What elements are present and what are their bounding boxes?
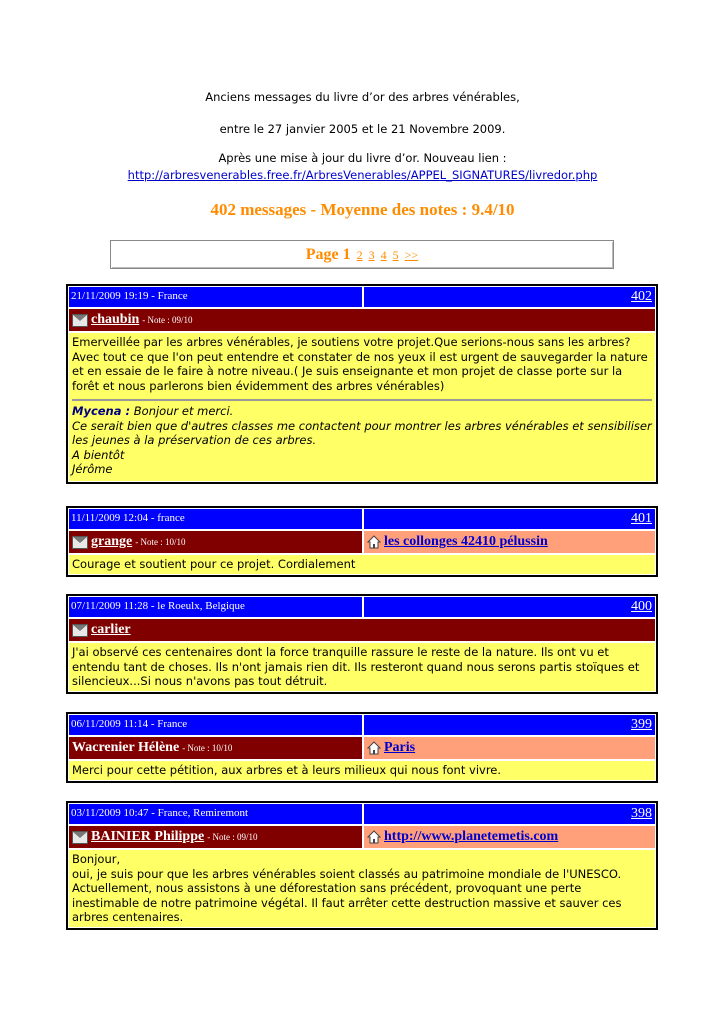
message-body: Merci pour cette pétition, aux arbres et à leurs milieux qui nous font vivre. — [68, 760, 656, 781]
intro-link-wrap — [0, 168, 725, 182]
message-date: 03/11/2009 10:47 - France, Remiremont — [68, 803, 363, 825]
message-400 — [66, 594, 658, 694]
message-author — [68, 618, 656, 642]
message-date: 21/11/2009 19:19 - France — [68, 286, 363, 308]
message-body: J'ai observé ces centenaires dont la force tranquille rassure le reste de la nature. Ils ont vu et entendu tant de choses. Ils n'ont jamais rien dit. Ils resteront quand nous serons partis stoïques et silencieux...Si nous n'avons pas tout détruit. — [68, 642, 656, 692]
message-author — [68, 736, 363, 760]
author-name: Wacrenier Hélène — [72, 740, 180, 755]
message-reply: Mycena : Bonjour et merci. Ce serait bien que d'autres classes me contactent pour montrer les arbres vénérables et sensibiliser les jeunes à la préservation de ces arbres. A bientôt Jérôme — [72, 399, 652, 477]
home-icon — [367, 741, 381, 755]
author-name[interactable]: grange — [91, 534, 133, 549]
message-number: 402 — [363, 286, 656, 308]
message-number: 401 — [363, 508, 656, 530]
pager-page-5[interactable]: 5 — [392, 248, 399, 262]
author-name[interactable]: chaubin — [91, 312, 140, 327]
author-name[interactable]: BAINIER Philippe — [91, 829, 205, 844]
mail-icon[interactable] — [72, 624, 88, 637]
author-note: - Note : 10/10 — [182, 743, 233, 753]
message-body: Emerveillée par les arbres vénérables, je soutiens votre projet.Que serions-nous sans les arbres? Avec tout ce que l'on peut entendre et constater de nos yeux il est urgent de sauvegarder la nature et en essaie de le faire à notre niveau.( Je suis enseignante et mon projet de classe porte sur la forêt et nous parlerons bien évidemment des arbres vénérables) Mycena : Bonjour et merci. Ce serait bien que d'autres classes me contactent pour montrer les arbres vénérables et sensibiliser les jeunes à la préservation de ces arbres. A bientôt Jérôme — [68, 332, 656, 482]
mail-icon[interactable] — [72, 831, 88, 844]
author-note: - Note : 09/10 — [142, 315, 193, 325]
message-author — [68, 530, 363, 554]
message-401 — [66, 506, 658, 577]
intro-line-1: Anciens messages du livre d’or des arbres vénérables, — [205, 90, 520, 104]
message-date: 06/11/2009 11:14 - France — [68, 714, 363, 736]
message-398 — [66, 801, 658, 930]
new-guestbook-link[interactable]: http://arbresvenerables.free.fr/ArbresVenerables/APPEL_SIGNATURES/livredor.php — [127, 168, 598, 182]
reply-author: Mycena : — [72, 404, 131, 418]
pager-page-2[interactable]: 2 — [356, 248, 363, 262]
pager-page-3[interactable]: 3 — [368, 248, 375, 262]
message-author — [68, 308, 656, 332]
intro-line-2: entre le 27 janvier 2005 et le 21 Novembre 2009. — [219, 122, 506, 136]
message-number: 400 — [363, 596, 656, 618]
pager — [110, 240, 614, 269]
author-note: - Note : 09/10 — [207, 832, 258, 842]
message-location[interactable]: http://www.planetemetis.com — [363, 825, 656, 849]
home-icon — [367, 535, 381, 549]
pager-current: Page 1 — [305, 246, 351, 263]
author-note: - Note : 10/10 — [135, 537, 186, 547]
message-number: 398 — [363, 803, 656, 825]
pager-page-4[interactable]: 4 — [380, 248, 387, 262]
message-author — [68, 825, 363, 849]
message-location[interactable]: Paris — [363, 736, 656, 760]
message-body: Bonjour, oui, je suis pour que les arbres vénérables soient classés au patrimoine mondiale de l'UNESCO. Actuellement, nous assistons à une déforestation sans précédent, provoquant une perte inestimable de notre patrimoine végétal. Il faut arrêter cette destruction massive et sauver ces arbres centenaires. — [68, 849, 656, 928]
message-body: Courage et soutient pour ce projet. Cordialement — [68, 554, 656, 575]
message-402 — [66, 284, 658, 484]
author-name[interactable]: carlier — [91, 622, 131, 637]
message-number: 399 — [363, 714, 656, 736]
intro-line-3: Après une mise à jour du livre d’or. Nouveau lien : — [218, 151, 507, 165]
message-399 — [66, 712, 658, 783]
message-date: 11/11/2009 12:04 - france — [68, 508, 363, 530]
message-date: 07/11/2009 11:28 - le Roeulx, Belgique — [68, 596, 363, 618]
page-title: 402 messages - Moyenne des notes : 9.4/10 — [210, 200, 515, 219]
home-icon — [367, 830, 381, 844]
mail-icon[interactable] — [72, 314, 88, 327]
pager-next[interactable]: >> — [404, 248, 419, 262]
message-location[interactable]: les collonges 42410 pélussin — [363, 530, 656, 554]
mail-icon[interactable] — [72, 536, 88, 549]
